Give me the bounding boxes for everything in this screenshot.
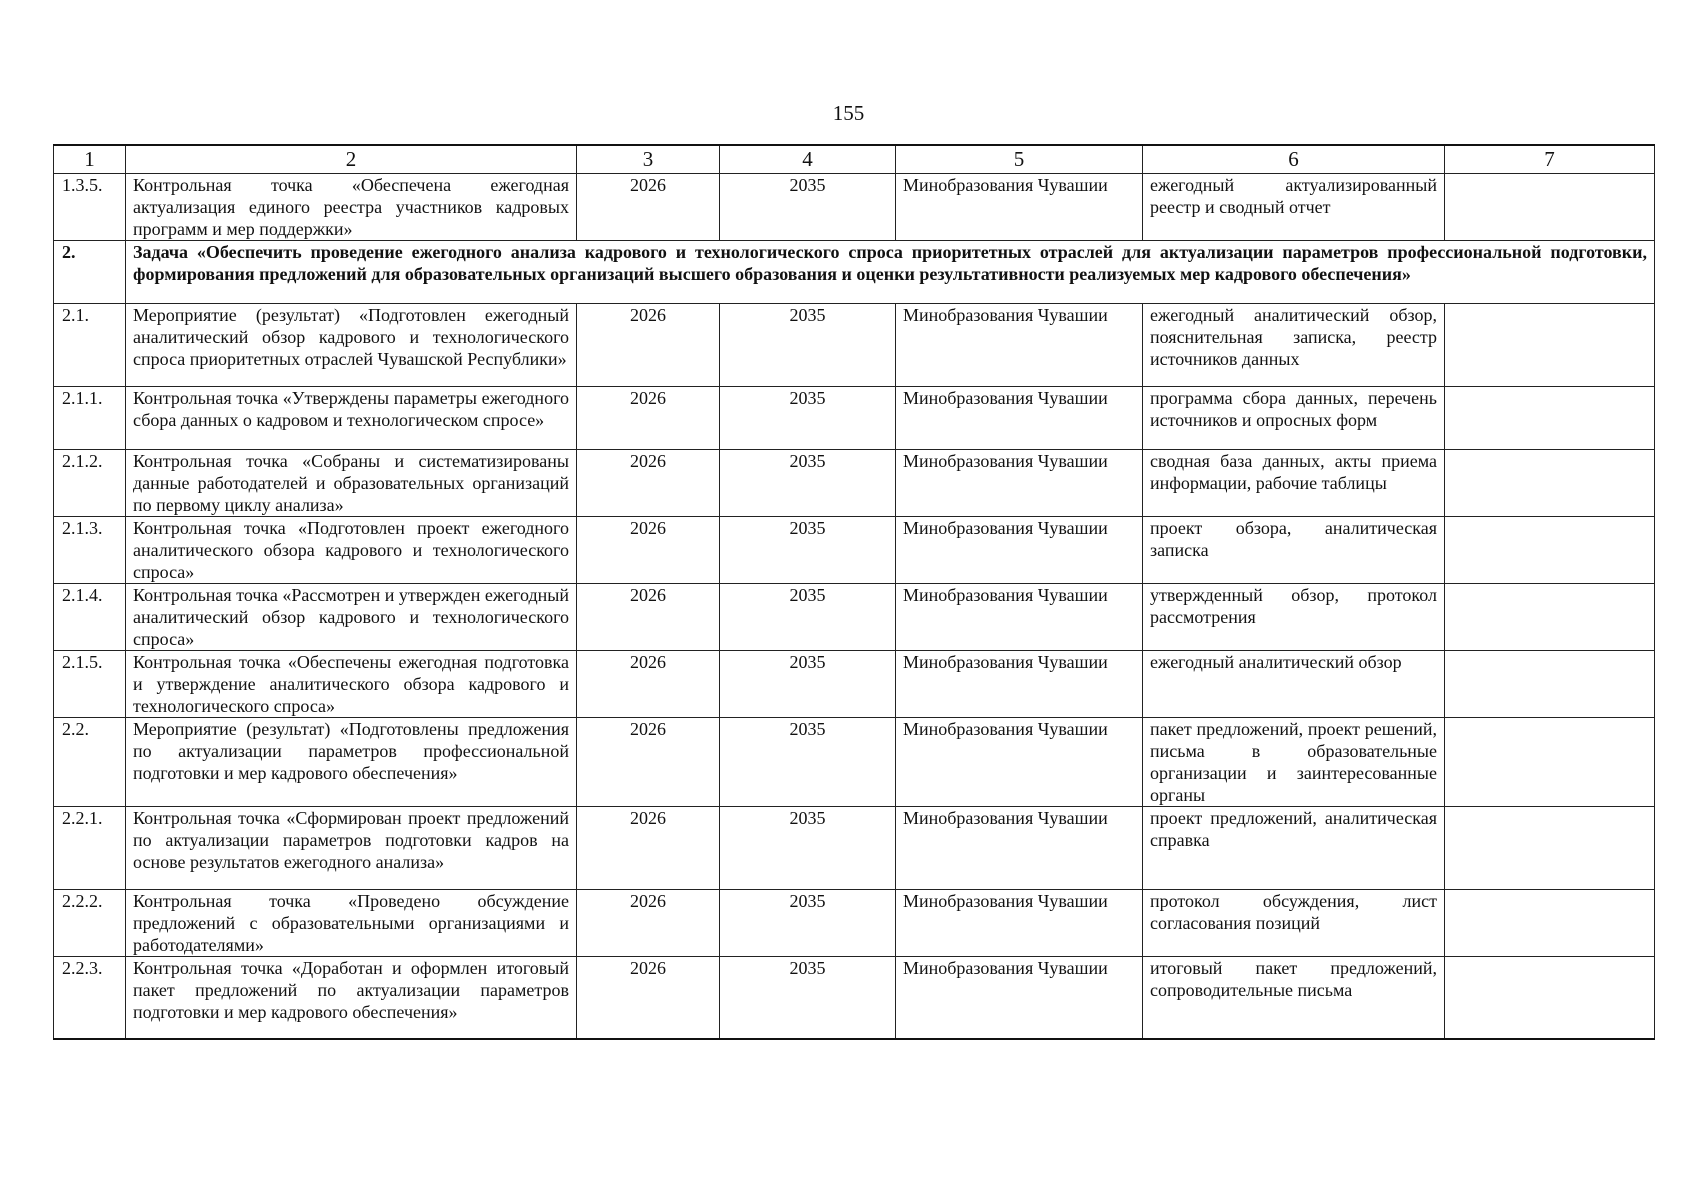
column-header: 4 — [720, 145, 896, 173]
row-number: 2.1.3. — [54, 516, 126, 583]
note-cell — [1445, 449, 1655, 516]
result-document: протокол обсуждения, лист согласования позиций — [1143, 889, 1445, 956]
table-row — [54, 449, 1655, 516]
responsible-executor: Минобразования Чувашии — [896, 173, 1143, 240]
responsible-executor: Минобразования Чувашии — [896, 583, 1143, 650]
start-year: 2026 — [577, 650, 720, 717]
result-document: программа сбора данных, перечень источников и опросных форм — [1143, 386, 1445, 449]
result-document: пакет предложений, проект решений, письма в образовательные организации и заинтересованные органы — [1143, 717, 1445, 806]
end-year: 2035 — [720, 386, 896, 449]
row-description: Мероприятие (результат) «Подготовлены предложения по актуализации параметров профессиональной подготовки и мер кадрового обеспечения» — [126, 717, 577, 806]
responsible-executor: Минобразования Чувашии — [896, 956, 1143, 1039]
row-number: 1.3.5. — [54, 173, 126, 240]
row-description: Контрольная точка «Рассмотрен и утвержден ежегодный аналитический обзор кадрового и технологического спроса» — [126, 583, 577, 650]
end-year: 2035 — [720, 889, 896, 956]
header-row — [54, 145, 1655, 173]
task-text: Задача «Обеспечить проведение ежегодного анализа кадрового и технологического спроса приоритетных отраслей для актуализации параметров профессиональной подготовки, формирования предложений для образовательных организаций высшего образования и оценки результативности реализуемых мер кадрового обеспечения» — [126, 240, 1655, 303]
responsible-executor: Минобразования Чувашии — [896, 303, 1143, 386]
row-number: 2.2.1. — [54, 806, 126, 889]
note-cell — [1445, 650, 1655, 717]
result-document: проект предложений, аналитическая справка — [1143, 806, 1445, 889]
end-year: 2035 — [720, 173, 896, 240]
responsible-executor: Минобразования Чувашии — [896, 717, 1143, 806]
responsible-executor: Минобразования Чувашии — [896, 516, 1143, 583]
column-header: 2 — [126, 145, 577, 173]
start-year: 2026 — [577, 449, 720, 516]
end-year: 2035 — [720, 650, 896, 717]
note-cell — [1445, 516, 1655, 583]
result-document: итоговый пакет предложений, сопроводительные письма — [1143, 956, 1445, 1039]
page-number: 155 — [832, 101, 865, 125]
result-document: ежегодный актуализированный реестр и сводный отчет — [1143, 173, 1445, 240]
table-row — [54, 650, 1655, 717]
row-description: Контрольная точка «Сформирован проект предложений по актуализации параметров подготовки кадров на основе результатов ежегодного анализа» — [126, 806, 577, 889]
responsible-executor: Минобразования Чувашии — [896, 449, 1143, 516]
start-year: 2026 — [577, 583, 720, 650]
note-cell — [1445, 173, 1655, 240]
row-description: Контрольная точка «Утверждены параметры ежегодного сбора данных о кадровом и технологическом спросе» — [126, 386, 577, 449]
column-header: 5 — [896, 145, 1143, 173]
result-document: проект обзора, аналитическая записка — [1143, 516, 1445, 583]
end-year: 2035 — [720, 449, 896, 516]
result-document: ежегодный аналитический обзор — [1143, 650, 1445, 717]
row-description: Мероприятие (результат) «Подготовлен ежегодный аналитический обзор кадрового и технологического спроса приоритетных отраслей Чувашской Республики» — [126, 303, 577, 386]
table-row — [54, 303, 1655, 386]
task-row — [54, 240, 1655, 303]
result-document: сводная база данных, акты приема информации, рабочие таблицы — [1143, 449, 1445, 516]
responsible-executor: Минобразования Чувашии — [896, 650, 1143, 717]
row-number: 2.2.2. — [54, 889, 126, 956]
end-year: 2035 — [720, 956, 896, 1039]
note-cell — [1445, 583, 1655, 650]
row-number: 2.1.1. — [54, 386, 126, 449]
start-year: 2026 — [577, 303, 720, 386]
row-description: Контрольная точка «Доработан и оформлен итоговый пакет предложений по актуализации параметров подготовки и мер кадрового обеспечения» — [126, 956, 577, 1039]
end-year: 2035 — [720, 583, 896, 650]
start-year: 2026 — [577, 516, 720, 583]
responsible-executor: Минобразования Чувашии — [896, 889, 1143, 956]
table-row — [54, 173, 1655, 240]
column-header: 7 — [1445, 145, 1655, 173]
row-number: 2.2.3. — [54, 956, 126, 1039]
note-cell — [1445, 386, 1655, 449]
start-year: 2026 — [577, 956, 720, 1039]
row-number: 2. — [54, 240, 126, 303]
responsible-executor: Минобразования Чувашии — [896, 386, 1143, 449]
note-cell — [1445, 806, 1655, 889]
row-number: 2.1.4. — [54, 583, 126, 650]
column-header: 1 — [54, 145, 126, 173]
row-description: Контрольная точка «Обеспечена ежегодная актуализация единого реестра участников кадровых программ и мер поддержки» — [126, 173, 577, 240]
row-number: 2.2. — [54, 717, 126, 806]
table-row — [54, 386, 1655, 449]
table-row — [54, 806, 1655, 889]
start-year: 2026 — [577, 889, 720, 956]
row-number: 2.1.2. — [54, 449, 126, 516]
row-number: 2.1.5. — [54, 650, 126, 717]
start-year: 2026 — [577, 173, 720, 240]
table-row — [54, 889, 1655, 956]
start-year: 2026 — [577, 717, 720, 806]
end-year: 2035 — [720, 806, 896, 889]
end-year: 2035 — [720, 516, 896, 583]
table-row — [54, 717, 1655, 806]
row-number: 2.1. — [54, 303, 126, 386]
table-row — [54, 956, 1655, 1039]
start-year: 2026 — [577, 806, 720, 889]
responsible-executor: Минобразования Чувашии — [896, 806, 1143, 889]
row-description: Контрольная точка «Обеспечены ежегодная подготовка и утверждение аналитического обзора кадрового и технологического спроса» — [126, 650, 577, 717]
result-document: ежегодный аналитический обзор, пояснительная записка, реестр источников данных — [1143, 303, 1445, 386]
note-cell — [1445, 717, 1655, 806]
note-cell — [1445, 956, 1655, 1039]
table-row — [54, 583, 1655, 650]
note-cell — [1445, 303, 1655, 386]
end-year: 2035 — [720, 303, 896, 386]
end-year: 2035 — [720, 717, 896, 806]
table-row — [54, 516, 1655, 583]
plan-table — [53, 144, 1655, 1040]
start-year: 2026 — [577, 386, 720, 449]
row-description: Контрольная точка «Подготовлен проект ежегодного аналитического обзора кадрового и технологического спроса» — [126, 516, 577, 583]
column-header: 6 — [1143, 145, 1445, 173]
column-header: 3 — [577, 145, 720, 173]
note-cell — [1445, 889, 1655, 956]
row-description: Контрольная точка «Собраны и систематизированы данные работодателей и образовательных организаций по первому циклу анализа» — [126, 449, 577, 516]
result-document: утвержденный обзор, протокол рассмотрения — [1143, 583, 1445, 650]
row-description: Контрольная точка «Проведено обсуждение предложений с образовательными организациями и работодателями» — [126, 889, 577, 956]
